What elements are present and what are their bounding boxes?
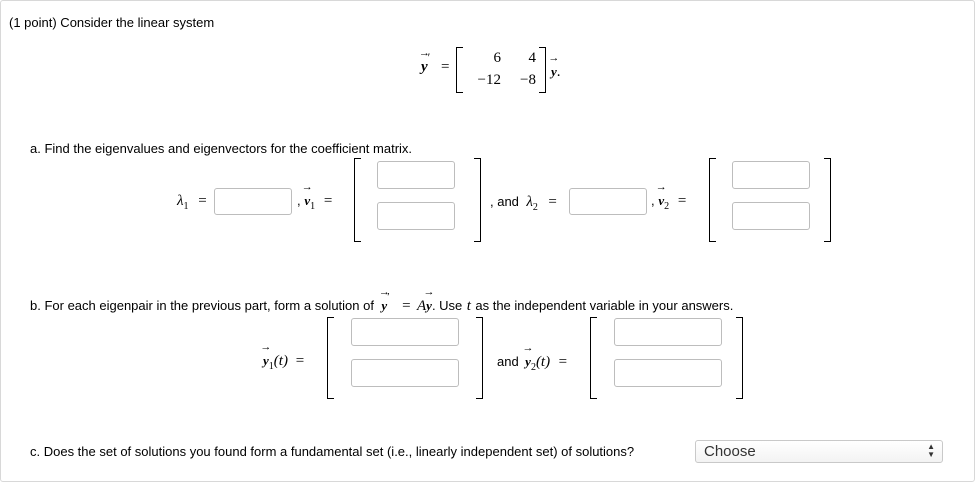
subscript-2: 2 bbox=[530, 362, 536, 373]
equals-sign: = bbox=[323, 193, 333, 209]
comma: , bbox=[297, 193, 301, 208]
subscript-1: 1 bbox=[268, 361, 274, 372]
v1-bottom-input[interactable] bbox=[377, 202, 455, 230]
subscript-2: 2 bbox=[664, 201, 670, 212]
fundamental-set-select[interactable] bbox=[695, 440, 943, 463]
part-a-text: a. Find the eigenvalues and eigenvectors for the coefficient matrix. bbox=[30, 141, 413, 156]
prime-mark: ′ bbox=[387, 291, 390, 303]
matrix-right-bracket bbox=[539, 47, 546, 93]
y2-right-bracket bbox=[736, 317, 743, 399]
equals-sign: = bbox=[558, 354, 568, 370]
matrix-a-symbol: A bbox=[416, 298, 427, 314]
part-b-text-prefix: b. For each eigenpair in the previous part, form a solution of bbox=[30, 298, 374, 313]
v2-bottom-input[interactable] bbox=[732, 202, 810, 230]
v1-label bbox=[297, 193, 332, 210]
subscript-1: 1 bbox=[183, 201, 189, 212]
and-text: and bbox=[497, 354, 519, 369]
y-prime-lhs bbox=[421, 50, 431, 76]
equals-sign: = bbox=[548, 194, 557, 210]
y2-left-bracket bbox=[590, 317, 597, 399]
prime-mark: ′ bbox=[427, 50, 431, 64]
part-c-text: c. Does the set of solutions you found form a fundamental set (i.e., linearly independent set) of solutions? bbox=[30, 444, 635, 459]
v-vector-symbol: → v bbox=[658, 193, 664, 209]
matrix-a21: −12 bbox=[477, 72, 501, 88]
y1-bottom-input[interactable] bbox=[351, 359, 459, 387]
y2-top-input[interactable] bbox=[614, 318, 722, 346]
y-vector-symbol: → y bbox=[381, 298, 387, 314]
v2-top-input[interactable] bbox=[732, 161, 810, 189]
matrix-a22: −8 bbox=[520, 72, 536, 88]
lambda-symbol: λ bbox=[526, 194, 533, 210]
v1-right-bracket bbox=[474, 158, 481, 242]
y1-top-input[interactable] bbox=[351, 318, 459, 346]
period: . bbox=[556, 64, 561, 80]
lambda1-label bbox=[177, 193, 207, 210]
subscript-2: 2 bbox=[532, 202, 538, 213]
y-vector-symbol: → y bbox=[525, 354, 531, 370]
equals-sign: = bbox=[677, 193, 687, 209]
v2-label bbox=[651, 193, 686, 210]
y1-left-bracket bbox=[327, 317, 334, 399]
comma: , bbox=[651, 193, 655, 208]
v1-top-input[interactable] bbox=[377, 161, 455, 189]
y-vector-symbol: → y bbox=[263, 353, 269, 369]
system-equals: = bbox=[441, 59, 450, 75]
matrix-left-bracket bbox=[456, 47, 463, 93]
y-vector-symbol: → y bbox=[421, 59, 428, 76]
part-b-text-suffix: as the independent variable in your answers. bbox=[475, 298, 734, 313]
lambda2-label bbox=[490, 193, 557, 211]
lambda-symbol: λ bbox=[177, 193, 184, 209]
y-prime-inline bbox=[381, 291, 390, 314]
equals-sign: = bbox=[295, 353, 305, 369]
equals-sign: = bbox=[402, 298, 411, 314]
select-arrows-icon: ▲ ▼ bbox=[927, 442, 935, 459]
y-vector-symbol: → y bbox=[426, 298, 432, 314]
v1-left-bracket bbox=[354, 158, 361, 242]
v2-left-bracket bbox=[709, 158, 716, 242]
and-text: , and bbox=[490, 194, 519, 209]
y-vector-symbol-rhs: → y bbox=[551, 64, 557, 80]
y1-right-bracket bbox=[476, 317, 483, 399]
lambda1-input[interactable] bbox=[214, 188, 292, 215]
lambda2-input[interactable] bbox=[569, 188, 647, 215]
select-value: Choose bbox=[704, 443, 756, 460]
t-variable: t bbox=[466, 298, 471, 314]
part-b-text-middle: . Use bbox=[431, 298, 463, 313]
v-vector-symbol: → v bbox=[304, 193, 310, 209]
y2-bottom-input[interactable] bbox=[614, 359, 722, 387]
equals-sign: = bbox=[198, 193, 207, 209]
y1-label bbox=[263, 353, 304, 370]
part-b-line bbox=[30, 291, 734, 315]
matrix-a12: 4 bbox=[528, 50, 536, 66]
y-rhs bbox=[551, 64, 561, 81]
t-argument: (t) bbox=[273, 353, 288, 369]
matrix-a11: 6 bbox=[493, 50, 501, 66]
t-argument: (t) bbox=[535, 354, 551, 370]
y2-label bbox=[497, 353, 567, 371]
v2-right-bracket bbox=[824, 158, 831, 242]
subscript-1: 1 bbox=[310, 201, 316, 212]
problem-header: (1 point) Consider the linear system bbox=[9, 15, 215, 30]
